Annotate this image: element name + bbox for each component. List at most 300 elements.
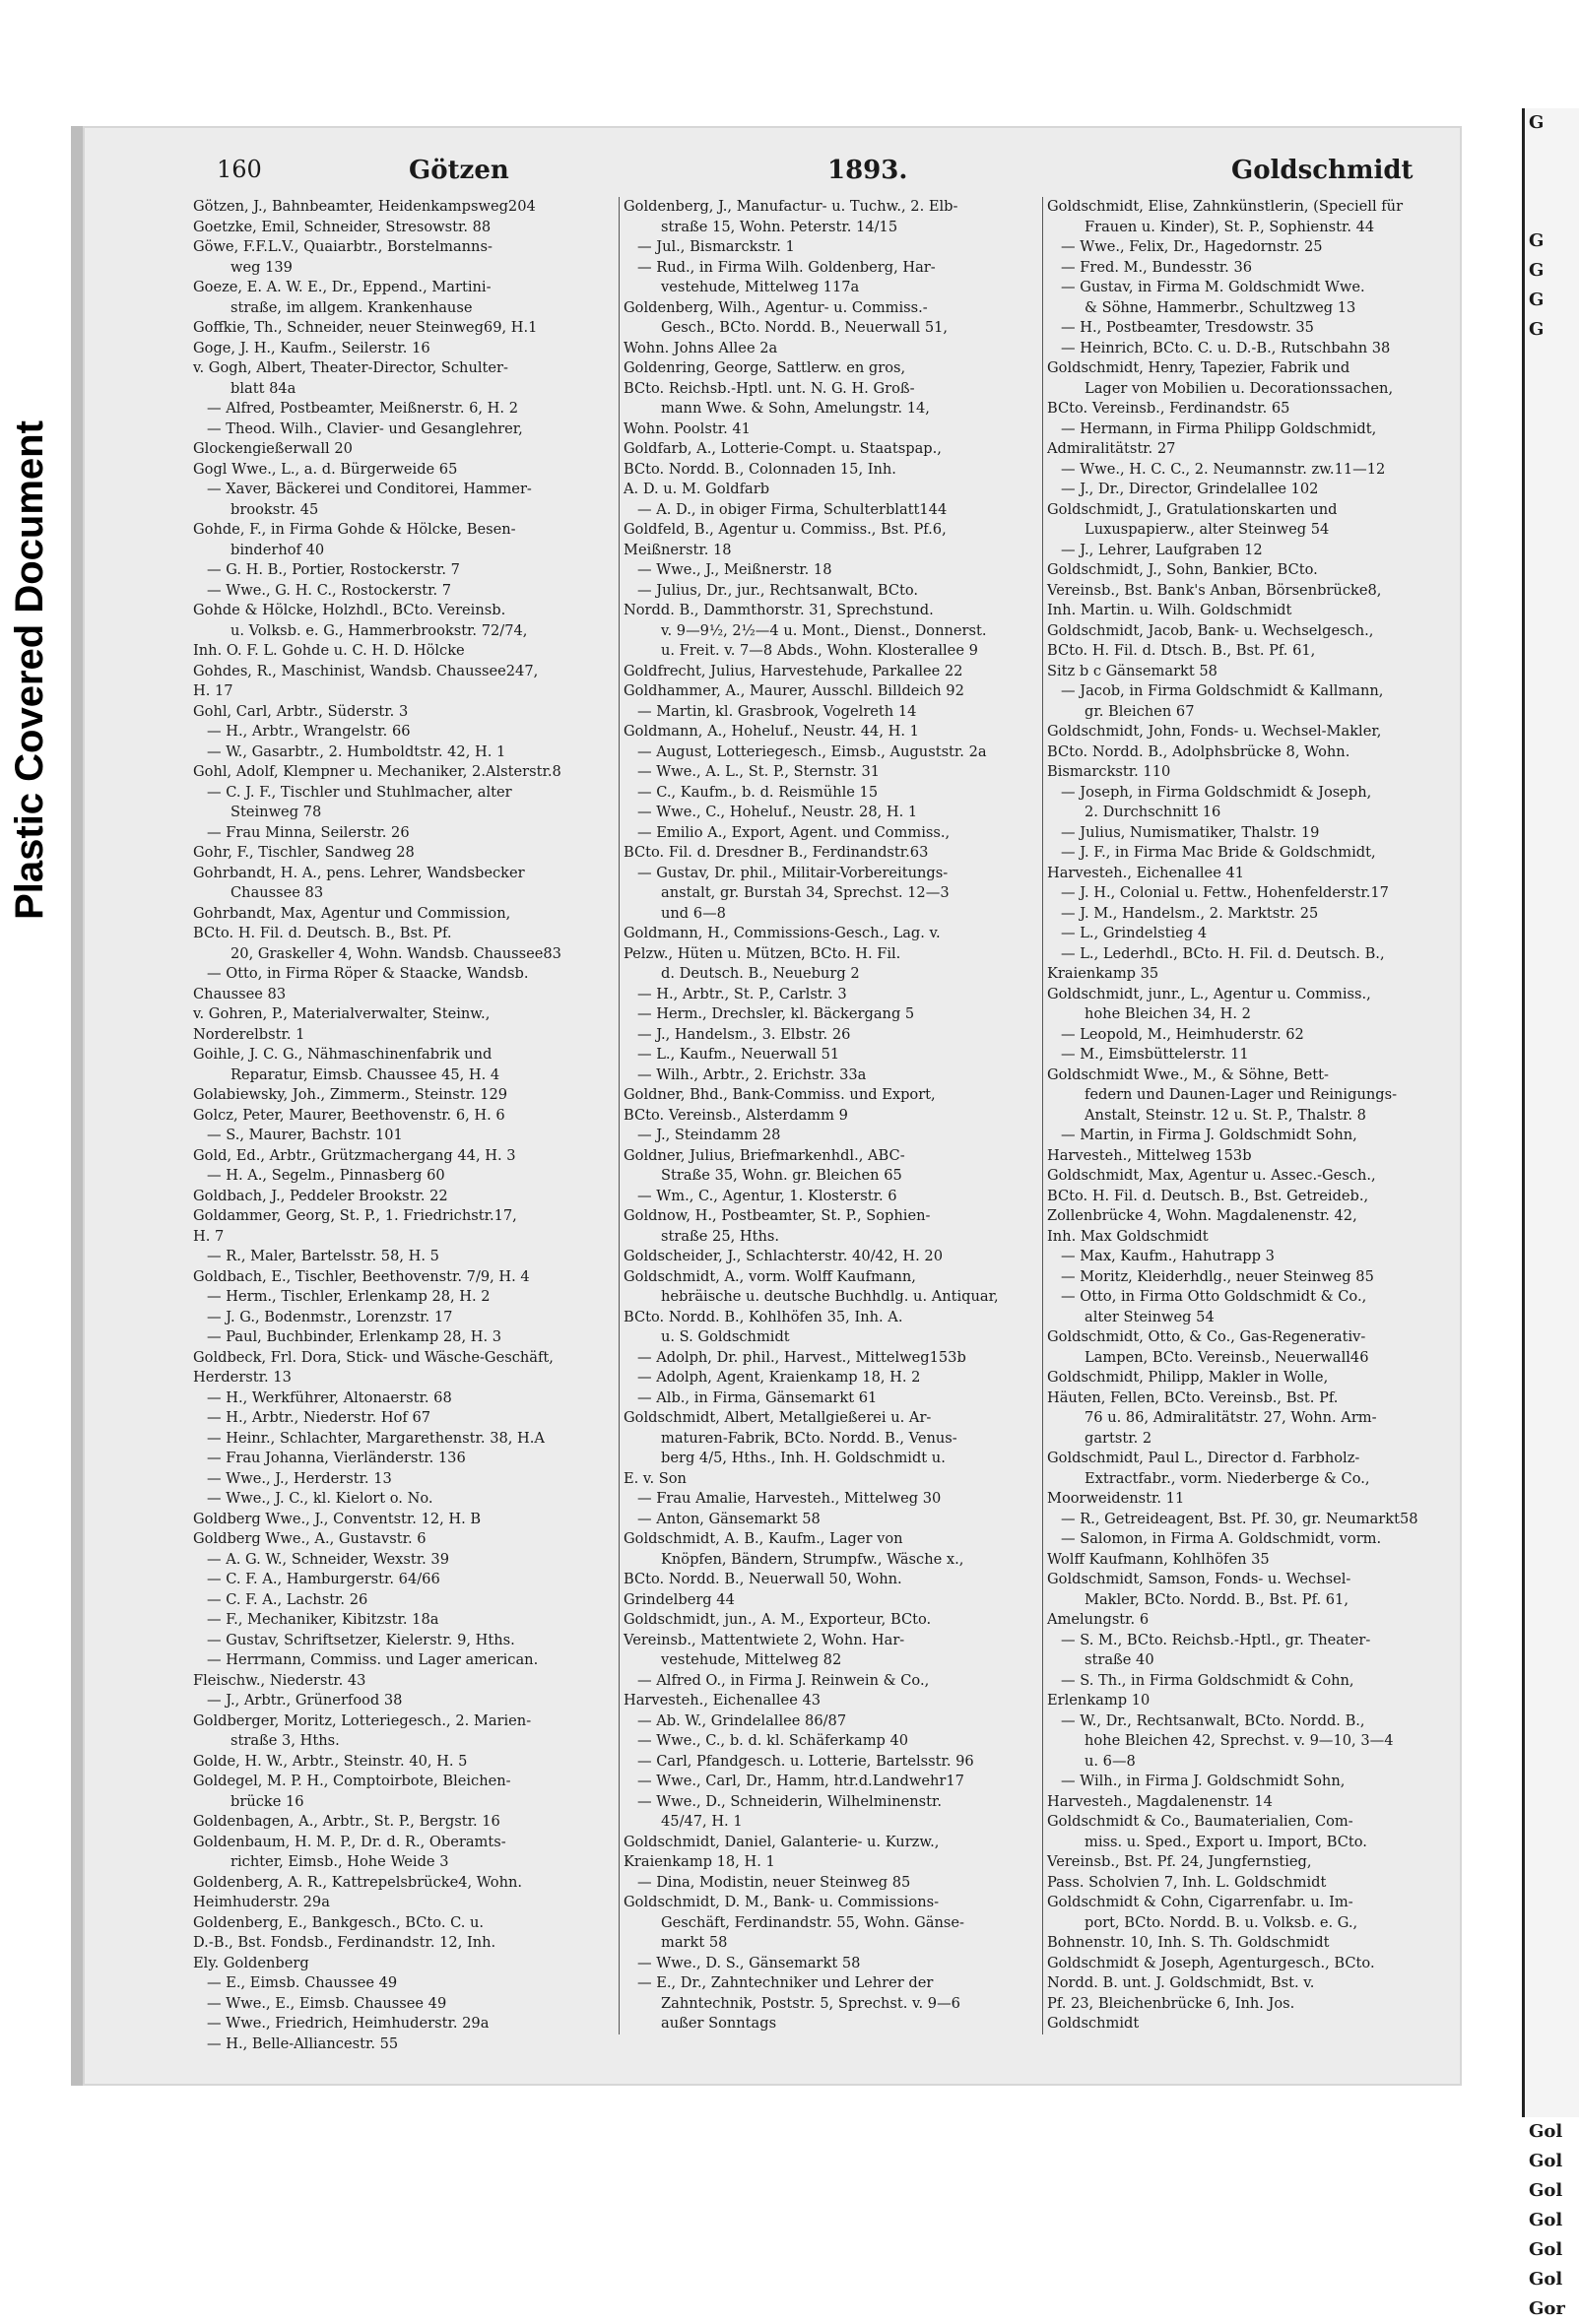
directory-entry-line: Gohr, F., Tischler, Sandweg 28 <box>193 844 415 861</box>
directory-entry-line: — Martin, in Firma J. Goldschmidt Sohn, <box>1061 1127 1357 1143</box>
directory-entry-line: BCto. Nordd. B., Adolphsbrücke 8, Wohn. <box>1047 742 1350 760</box>
directory-entry-line: — Wwe., E., Eimsb. Chaussee 49 <box>207 1994 447 2012</box>
directory-entry-line: — Herm., Tischler, Erlenkamp 28, H. 2 <box>207 1288 491 1305</box>
directory-entry-line: — Max, Kaufm., Hahutrapp 3 <box>1061 1248 1275 1264</box>
directory-entry-line: vestehude, Mittelweg 117a <box>661 279 860 295</box>
directory-entry-line: — E., Eimsb. Chaussee 49 <box>207 1974 398 1991</box>
edge-fragment <box>1525 1408 1579 1438</box>
directory-entry-line: Goge, J. H., Kaufm., Seilerstr. 16 <box>193 339 430 356</box>
directory-entry-line: Götzen, J., Bahnbeamter, Heidenkampsweg204 <box>193 198 536 215</box>
directory-entry-line: 45/47, H. 1 <box>661 1813 743 1830</box>
directory-entry-line: Goldenbagen, A., Arbtr., St. P., Bergstr. 16 <box>193 1813 500 1830</box>
directory-entry-line: straße 3, Hths. <box>230 1732 340 1749</box>
edge-fragment <box>1525 1231 1579 1260</box>
directory-entry-line: — Emilio A., Export, Agent. und Commiss., <box>637 823 951 841</box>
directory-entry-line: Vereinsb., Bst. Bank's Anban, Börsenbrücke8, <box>1047 581 1382 599</box>
directory-entry-line: BCto. Nordd. B., Kohlhöfen 35, Inh. A. <box>624 1308 903 1325</box>
directory-entry-line: — Wm., C., Agentur, 1. Klosterstr. 6 <box>637 1187 897 1204</box>
directory-entry-line: Göwe, F.F.L.V., Quaiarbtr., Borstelmanns- <box>193 238 493 255</box>
directory-entry-line: Herderstr. 13 <box>193 1369 292 1386</box>
directory-entry-line: — A. G. W., Schneider, Wexstr. 39 <box>207 1550 449 1568</box>
directory-entry-line: — Fred. M., Bundesstr. 36 <box>1061 258 1253 276</box>
directory-entry-line: Sitz b c Gänsemarkt 58 <box>1047 662 1217 679</box>
header-year: 1893. <box>827 156 908 185</box>
directory-entry-line: — Theod. Wilh., Clavier- und Gesanglehrer, <box>207 420 523 437</box>
edge-fragment <box>1525 1083 1579 1113</box>
directory-entry-line: Gold, Ed., Arbtr., Grützmachergang 44, H. 3 <box>193 1146 516 1164</box>
directory-entry-line: — Dina, Modistin, neuer Steinweg 85 <box>637 1873 911 1891</box>
directory-entry-line: — Jacob, in Firma Goldschmidt & Kallmann, <box>1061 682 1384 699</box>
directory-entry-line: — J., Handelsm., 3. Elbstr. 26 <box>637 1025 851 1043</box>
directory-entry-line: Goldhammer, A., Maurer, Ausschl. Billdeich 92 <box>624 682 964 699</box>
directory-entry-line: Inh. Max Goldschmidt <box>1047 1227 1209 1245</box>
directory-entry-line: Goldner, Julius, Briefmarkenhdl., ABC- <box>624 1146 905 1164</box>
directory-entry-line: federn und Daunen-Lager und Reinigungs- <box>1085 1086 1398 1103</box>
directory-entry-line: Goldschmidt <box>1047 2015 1140 2032</box>
edge-fragment <box>1525 1763 1579 1792</box>
directory-entry-line: & Söhne, Hammerbr., Schultzweg 13 <box>1085 298 1356 316</box>
directory-entry-line: Goldmann, H., Commissions-Gesch., Lag. v. <box>624 925 941 941</box>
directory-entry-line: Goldschmidt, Jacob, Bank- u. Wechselgesch., <box>1047 621 1374 639</box>
directory-entry-line: u. S. Goldschmidt <box>661 1328 790 1345</box>
directory-entry-line: Straße 35, Wohn. gr. Bleichen 65 <box>661 1167 902 1184</box>
directory-entry-line: Goldschmidt, John, Fonds- u. Wechsel-Makler, <box>1047 723 1382 740</box>
directory-entry-line: Gohde, F., in Firma Gohde & Hölcke, Besen- <box>193 521 516 538</box>
directory-entry-line: 2. Durchschnitt 16 <box>1085 804 1221 820</box>
directory-entry-line: — Herrmann, Commiss. und Lager american. <box>207 1651 539 1668</box>
directory-entry-line: Amelungstr. 6 <box>1047 1611 1150 1628</box>
edge-fragment <box>1525 1674 1579 1704</box>
directory-entry-line: BCto. Fil. d. Dresdner B., Ferdinandstr.63 <box>624 844 929 861</box>
directory-entry-line: — C. J. F., Tischler und Stuhlmacher, alter <box>207 783 512 801</box>
directory-entry-line: d. Deutsch. B., Neueburg 2 <box>661 965 860 982</box>
edge-fragment: G <box>1529 230 1545 251</box>
edge-fragment <box>1525 729 1579 758</box>
edge-fragment <box>1525 1142 1579 1172</box>
directory-entry-line: Goldschmidt & Joseph, Agenturgesch., BCto. <box>1047 1954 1375 1971</box>
edge-fragment <box>1525 1704 1579 1733</box>
directory-entry-line: Goldegel, M. P. H., Comptoirbote, Bleichen- <box>193 1773 511 1789</box>
edge-fragment <box>1525 1349 1579 1379</box>
edge-fragment <box>1525 551 1579 581</box>
directory-entry-line: — Adolph, Dr. phil., Harvest., Mittelweg153b <box>637 1348 966 1366</box>
directory-entry-line: Norderelbstr. 1 <box>193 1025 305 1043</box>
directory-entry-line: Vereinsb., Mattentwiete 2, Wohn. Har- <box>624 1631 905 1648</box>
directory-entry-line: Goldenberg, J., Manufactur- u. Tuchw., 2. Elb- <box>624 198 958 215</box>
directory-entry-line: Goldschmidt, J., Sohn, Bankier, BCto. <box>1047 561 1318 578</box>
directory-entry-line: Goldschmidt, A. B., Kaufm., Lager von <box>624 1530 903 1547</box>
edge-fragment <box>1525 2058 1579 2088</box>
edge-fragment: Gol <box>1529 2210 1563 2230</box>
edge-fragment <box>1525 345 1579 374</box>
directory-entry-line: Goldbeck, Frl. Dora, Stick- und Wäsche-Geschäft, <box>193 1348 554 1366</box>
directory-entry-line: — Gustav, in Firma M. Goldschmidt Wwe. <box>1061 279 1365 295</box>
edge-fragment <box>1525 1320 1579 1349</box>
edge-fragment <box>1525 2029 1579 2058</box>
edge-fragment <box>1525 1201 1579 1231</box>
directory-entry-line: Goldfarb, A., Lotterie-Compt. u. Staatspap., <box>624 440 942 457</box>
directory-entry-line: — Hermann, in Firma Philipp Goldschmidt, <box>1061 420 1377 437</box>
directory-entry-line: anstalt, gr. Burstah 34, Sprechst. 12—3 <box>661 884 950 901</box>
directory-entry-line: — W., Gasarbtr., 2. Humboldtstr. 42, H. 1 <box>207 742 506 760</box>
directory-entry-line: brookstr. 45 <box>230 500 319 518</box>
directory-entry-line: Golcz, Peter, Maurer, Beethovenstr. 6, H. 6 <box>193 1106 505 1124</box>
directory-entry-line: — C., Kaufm., b. d. Reismühle 15 <box>637 783 879 801</box>
directory-entry-line: Goldenberg, Wilh., Agentur- u. Commiss.- <box>624 298 928 316</box>
edge-fragment <box>1525 1585 1579 1615</box>
page-header <box>118 156 1414 193</box>
edge-fragment <box>1525 1379 1579 1408</box>
edge-fragment <box>1525 1733 1579 1763</box>
directory-entry-line: — Wwe., C., b. d. kl. Schäferkamp 40 <box>637 1732 909 1749</box>
directory-entry-line: — Frau Johanna, Vierländerstr. 136 <box>207 1450 466 1466</box>
directory-entry-line: Grindelberg 44 <box>624 1590 735 1608</box>
directory-entry-line: Nordd. B., Dammthorstr. 31, Sprechstund. <box>624 602 934 618</box>
edge-fragment <box>1525 1497 1579 1526</box>
directory-entry-line: straße, im allgem. Krankenhause <box>230 298 473 316</box>
edge-fragment <box>1525 1822 1579 1851</box>
directory-entry-line: Gohl, Adolf, Klempner u. Mechaniker, 2.Alsterstr.8 <box>193 763 561 780</box>
directory-entry-line: — Wwe., J. C., kl. Kielort o. No. <box>207 1490 433 1507</box>
directory-entry-line: Goldschmidt Wwe., M., & Söhne, Bett- <box>1047 1065 1329 1083</box>
edge-fragment: Gol <box>1529 2239 1563 2260</box>
directory-entry-line: u. Freit. v. 7—8 Abds., Wohn. Klosterallee 9 <box>661 642 978 659</box>
directory-entry-line: — H., Arbtr., St. P., Carlstr. 3 <box>637 985 847 1002</box>
header-right-keyword: Goldschmidt <box>1231 156 1414 185</box>
directory-entry-line: — Leopold, M., Heimhuderstr. 62 <box>1061 1025 1304 1043</box>
directory-entry-line: — J., Lehrer, Laufgraben 12 <box>1061 541 1263 558</box>
directory-entry-line: — Paul, Buchbinder, Erlenkamp 28, H. 3 <box>207 1328 502 1345</box>
directory-entry-line: Anstalt, Steinstr. 12 u. St. P., Thalstr. 8 <box>1085 1106 1366 1124</box>
edge-fragment <box>1525 197 1579 226</box>
directory-entry-line: — Rud., in Firma Wilh. Goldenberg, Har- <box>637 258 936 276</box>
edge-fragment <box>1525 1260 1579 1290</box>
directory-entry-line: — J. H., Colonial u. Fettw., Hohenfelderstr.17 <box>1061 884 1389 901</box>
edge-fragment: G <box>1529 260 1545 281</box>
edge-fragment <box>1525 640 1579 670</box>
directory-entry-line: Gesch., BCto. Nordd. B., Neuerwall 51, <box>661 319 949 336</box>
directory-entry-line: vestehude, Mittelweg 82 <box>661 1651 842 1668</box>
edge-fragment <box>1525 876 1579 906</box>
directory-entry-line: — J. M., Handelsm., 2. Marktstr. 25 <box>1061 904 1319 922</box>
directory-entry-line: — Wwe., D., Schneiderin, Wilhelminenstr. <box>637 1792 943 1810</box>
directory-entry-line: Harvesteh., Eichenallee 41 <box>1047 864 1245 881</box>
directory-entry-line: Steinweg 78 <box>230 804 322 820</box>
edge-fragment <box>1525 1615 1579 1645</box>
directory-entry-line: 20, Graskeller 4, Wohn. Wandsb. Chaussee83 <box>230 944 561 962</box>
directory-entry-line: straße 40 <box>1085 1651 1154 1668</box>
directory-entry-line: Makler, BCto. Nordd. B., Bst. Pf. 61, <box>1085 1590 1349 1608</box>
directory-entry-line: Golabiewsky, Joh., Zimmerm., Steinstr. 129 <box>193 1086 508 1103</box>
directory-entry-line: Goldschmidt, Albert, Metallgießerei u. Ar- <box>624 1409 932 1426</box>
directory-entry-line: — H., Arbtr., Niederstr. Hof 67 <box>207 1409 431 1426</box>
directory-entry-line: Goldberger, Moritz, Lotteriegesch., 2. Marien- <box>193 1711 532 1729</box>
directory-entry-line: Goldschmidt, Philipp, Makler in Wolle, <box>1047 1369 1329 1386</box>
directory-entry-line: — Jul., Bismarckstr. 1 <box>637 238 795 255</box>
directory-entry-line: Inh. Martin. u. Wilh. Goldschmidt <box>1047 602 1292 618</box>
directory-entry-line: Lampen, BCto. Vereinsb., Neuerwall46 <box>1085 1348 1369 1366</box>
directory-entry-line: — Carl, Pfandgesch. u. Lotterie, Bartelsstr. 96 <box>637 1752 974 1770</box>
directory-entry-line: Goldschmidt, Samson, Fonds- u. Wechsel- <box>1047 1571 1351 1587</box>
directory-entry-line: Wolff Kaufmann, Kohlhöfen 35 <box>1047 1550 1270 1568</box>
directory-entry-line: 76 u. 86, Admiralitätstr. 27, Wohn. Arm- <box>1085 1409 1377 1426</box>
directory-entry-line: Kraienkamp 35 <box>1047 965 1159 982</box>
directory-entry-line: Goldberg Wwe., A., Gustavstr. 6 <box>193 1530 427 1547</box>
directory-entry-line: Goldner, Bhd., Bank-Commiss. und Export, <box>624 1086 936 1103</box>
directory-entry-line: Goldschmidt, Paul L., Director d. Farbholz- <box>1047 1450 1360 1466</box>
directory-entry-line: — Xaver, Bäckerei und Conditorei, Hammer- <box>207 481 532 497</box>
directory-entry-line: Goldfrecht, Julius, Harvestehude, Parkallee 22 <box>624 662 963 679</box>
directory-entry-line: Golde, H. W., Arbtr., Steinstr. 40, H. 5 <box>193 1752 468 1770</box>
directory-entry-line: — J. F., in Firma Mac Bride & Goldschmidt, <box>1061 844 1376 861</box>
edge-fragment <box>1525 404 1579 433</box>
directory-entry-line: BCto. Nordd. B., Neuerwall 50, Wohn. <box>624 1571 902 1587</box>
directory-entry-line: u. 6—8 <box>1085 1752 1136 1770</box>
directory-entry-line: — Heinrich, BCto. C. u. D.-B., Rutschbahn 38 <box>1061 339 1391 356</box>
directory-entry-line: Goldbach, E., Tischler, Beethovenstr. 7/9, H. 4 <box>193 1267 530 1285</box>
edge-fragment <box>1525 758 1579 788</box>
column-2 <box>619 197 1047 2034</box>
edge-fragment <box>1525 788 1579 817</box>
directory-entry-line: — Herm., Drechsler, kl. Bäckergang 5 <box>637 1005 915 1022</box>
directory-entry-line: — Joseph, in Firma Goldschmidt & Joseph, <box>1061 783 1372 801</box>
directory-entry-line: — J., Arbtr., Grünerfood 38 <box>207 1692 403 1709</box>
edge-fragment: Gol <box>1529 2180 1563 2201</box>
column-1 <box>193 197 617 2054</box>
directory-entry-line: Goldbach, J., Peddeler Brookstr. 22 <box>193 1187 448 1204</box>
directory-entry-line: — S. Th., in Firma Goldschmidt & Cohn, <box>1061 1671 1354 1689</box>
edge-fragment: G <box>1529 112 1545 133</box>
directory-entry-line: Reparatur, Eimsb. Chaussee 45, H. 4 <box>230 1065 500 1083</box>
directory-entry-line: hohe Bleichen 42, Sprechst. v. 9—10, 3—4 <box>1085 1732 1394 1749</box>
edge-fragment <box>1525 670 1579 699</box>
directory-entry-line: — Heinr., Schlachter, Margarethenstr. 38, H.A <box>207 1429 545 1447</box>
directory-entry-line: — Wwe., Carl, Dr., Hamm, htr.d.Landwehr17 <box>637 1773 964 1789</box>
directory-entry-line: — F., Mechaniker, Kibitzstr. 18a <box>207 1611 439 1628</box>
directory-entry-line: — Alfred O., in Firma J. Reinwein & Co., <box>637 1671 930 1689</box>
directory-entry-line: — Frau Amalie, Harvesteh., Mittelweg 30 <box>637 1490 942 1507</box>
directory-entry-line: Gohl, Carl, Arbtr., Süderstr. 3 <box>193 702 409 720</box>
directory-entry-line: Goldenring, George, Sattlerw. en gros, <box>624 359 906 376</box>
directory-entry-line: — Otto, in Firma Röper & Staacke, Wandsb. <box>207 965 529 982</box>
directory-entry-line: Luxuspapierw., alter Steinweg 54 <box>1085 521 1330 538</box>
directory-entry-line: — Wwe., Friedrich, Heimhuderstr. 29a <box>207 2015 490 2032</box>
directory-entry-line: Gohrbandt, Max, Agentur und Commission, <box>193 904 511 922</box>
directory-entry-line: Goetzke, Emil, Schneider, Stresowstr. 88 <box>193 218 492 235</box>
directory-entry-line: — Moritz, Kleiderhdlg., neuer Steinweg 85 <box>1061 1267 1374 1285</box>
directory-entry-line: Goldschmidt & Cohn, Cigarrenfabr. u. Im- <box>1047 1894 1353 1910</box>
edge-fragment <box>1525 2088 1579 2117</box>
directory-entry-line: — Wwe., Felix, Dr., Hagedornstr. 25 <box>1061 238 1323 255</box>
directory-entry-line: BCto. Nordd. B., Colonnaden 15, Inh. <box>624 460 896 478</box>
directory-entry-line: Harvesteh., Magdalenenstr. 14 <box>1047 1792 1273 1810</box>
directory-entry-line: Goffkie, Th., Schneider, neuer Steinweg69, H.1 <box>193 319 538 336</box>
directory-entry-line: — R., Getreideagent, Bst. Pf. 30, gr. Neumarkt58 <box>1061 1510 1418 1527</box>
directory-entry-line: straße 15, Wohn. Peterstr. 14/15 <box>661 218 898 235</box>
directory-entry-line: Extractfabr., vorm. Niederberge & Co., <box>1085 1469 1370 1487</box>
directory-entry-line: Gohde & Hölcke, Holzhdl., BCto. Vereinsb. <box>193 602 506 618</box>
directory-entry-line: Frauen u. Kinder), St. P., Sophienstr. 44 <box>1085 218 1375 235</box>
directory-entry-line: BCto. H. Fil. d. Deutsch. B., Bst. Getreideb., <box>1047 1187 1369 1204</box>
edge-fragment <box>1525 1556 1579 1585</box>
edge-fragment <box>1525 1910 1579 1940</box>
directory-entry-line: und 6—8 <box>661 904 726 922</box>
directory-entry-line: außer Sonntags <box>661 2015 777 2032</box>
directory-entry-line: v. Gogh, Albert, Theater-Director, Schulter- <box>193 359 508 376</box>
directory-entry-line: — Wwe., J., Meißnerstr. 18 <box>637 561 832 578</box>
directory-entry-line: Goldammer, Georg, St. P., 1. Friedrichstr.17, <box>193 1207 517 1224</box>
directory-entry-line: — Alfred, Postbeamter, Meißnerstr. 6, H. 2 <box>207 400 518 417</box>
edge-fragment <box>1525 138 1579 167</box>
directory-entry-line: — Julius, Dr., jur., Rechtsanwalt, BCto. <box>637 581 919 599</box>
directory-entry-line: Zollenbrücke 4, Wohn. Magdalenenstr. 42, <box>1047 1207 1357 1224</box>
edge-fragment <box>1525 1467 1579 1497</box>
directory-entry-line: Heimhuderstr. 29a <box>193 1894 330 1910</box>
directory-entry-line: — Wwe., G. H. C., Rostockerstr. 7 <box>207 581 452 599</box>
directory-entry-line: — L., Kaufm., Neuerwall 51 <box>637 1046 840 1063</box>
edge-fragment: Gol <box>1529 2269 1563 2290</box>
directory-entry-line: Bohnenstr. 10, Inh. S. Th. Goldschmidt <box>1047 1934 1330 1951</box>
directory-entry-line: Moorweidenstr. 11 <box>1047 1490 1185 1507</box>
directory-entry-line: Pass. Scholvien 7, Inh. L. Goldschmidt <box>1047 1873 1327 1891</box>
directory-entry-line: Kraienkamp 18, H. 1 <box>624 1853 775 1870</box>
directory-entry-line: H. 7 <box>193 1227 225 1245</box>
directory-entry-line: — L., Lederhdl., BCto. H. Fil. d. Deutsch. B., <box>1061 944 1385 962</box>
directory-entry-line: Bismarckstr. 110 <box>1047 763 1171 780</box>
directory-entry-line: Gohrbandt, H. A., pens. Lehrer, Wandsbecker <box>193 864 525 881</box>
directory-entry-line: Nordd. B. unt. J. Goldschmidt, Bst. v. <box>1047 1974 1315 1991</box>
directory-entry-line: BCto. Vereinsb., Alsterdamm 9 <box>624 1106 848 1124</box>
edge-fragment <box>1525 1999 1579 2029</box>
directory-entry-line: — August, Lotteriegesch., Eimsb., Auguststr. 2a <box>637 742 987 760</box>
directory-entry-line: Goldschmidt, Henry, Tapezier, Fabrik und <box>1047 359 1350 376</box>
directory-entry-line: Knöpfen, Bändern, Strumpfw., Wäsche x., <box>661 1550 964 1568</box>
directory-entry-line: — Wilh., Arbtr., 2. Erichstr. 33a <box>637 1065 867 1083</box>
directory-entry-line: Goldschmidt, J., Gratulationskarten und <box>1047 500 1338 518</box>
directory-entry-line: — Wwe., D. S., Gänsemarkt 58 <box>637 1954 861 1971</box>
directory-entry-line: brücke 16 <box>230 1792 304 1810</box>
directory-entry-line: v. 9—9½, 2½—4 u. Mont., Dienst., Donnerst. <box>661 621 987 639</box>
directory-entry-line: Harvesteh., Eichenallee 43 <box>624 1692 822 1709</box>
directory-entry-line: Goldscheider, J., Schlachterstr. 40/42, H. 20 <box>624 1248 943 1264</box>
directory-entry-line: Goldenberg, E., Bankgesch., BCto. C. u. <box>193 1913 485 1931</box>
edge-fragment <box>1525 1172 1579 1201</box>
directory-entry-line: BCto. Vereinsb., Ferdinandstr. 65 <box>1047 400 1290 417</box>
directory-entry-line: Goldenbaum, H. M. P., Dr. d. R., Oberamts- <box>193 1833 506 1850</box>
directory-entry-line: — Salomon, in Firma A. Goldschmidt, vorm. <box>1061 1530 1382 1547</box>
directory-entry-line: — S., Maurer, Bachstr. 101 <box>207 1127 403 1143</box>
directory-entry-line: — H. A., Segelm., Pinnasberg 60 <box>207 1167 445 1184</box>
edge-fragment <box>1525 995 1579 1024</box>
directory-entry-line: Geschäft, Ferdinandstr. 55, Wohn. Gänse- <box>661 1913 964 1931</box>
directory-entry-line: hohe Bleichen 34, H. 2 <box>1085 1005 1251 1022</box>
directory-entry-line: — G. H. B., Portier, Rostockerstr. 7 <box>207 561 460 578</box>
directory-entry-line: — W., Dr., Rechtsanwalt, BCto. Nordd. B., <box>1061 1711 1365 1729</box>
directory-entry-line: — H., Arbtr., Wrangelstr. 66 <box>207 723 411 740</box>
directory-entry-line: Ely. Goldenberg <box>193 1954 309 1971</box>
directory-entry-line: — Gustav, Dr. phil., Militair-Vorbereitungs- <box>637 864 949 881</box>
directory-entry-line: — C. F. A., Lachstr. 26 <box>207 1590 368 1608</box>
directory-entry-line: Zahntechnik, Poststr. 5, Sprechst. v. 9—6 <box>661 1994 960 2012</box>
directory-entry-line: alter Steinweg 54 <box>1085 1308 1215 1325</box>
directory-entry-line: Pelzw., Hüten u. Mützen, BCto. H. Fil. <box>624 944 901 962</box>
plastic-covered-label: Plastic Covered Document <box>7 420 51 920</box>
directory-entry-line: Lager von Mobilien u. Decorationssachen, <box>1085 379 1394 397</box>
directory-entry-line: — J., Dr., Director, Grindelallee 102 <box>1061 481 1319 497</box>
edge-fragment <box>1525 1851 1579 1881</box>
directory-entry-line: Admiralitätstr. 27 <box>1047 440 1176 457</box>
adjacent-page-edge <box>1522 108 1579 2319</box>
directory-entry-line: Goldschmidt, Max, Agentur u. Assec.-Gesch., <box>1047 1167 1376 1184</box>
page-number: 160 <box>217 156 262 183</box>
directory-entry-line: Erlenkamp 10 <box>1047 1692 1151 1709</box>
directory-entry-line: Goldschmidt, Elise, Zahnkünstlerin, (Speciell für <box>1047 198 1404 215</box>
edge-fragment <box>1525 1969 1579 1999</box>
edge-fragment <box>1525 1054 1579 1083</box>
edge-fragment <box>1525 167 1579 197</box>
directory-entry-line: Wohn. Poolstr. 41 <box>624 420 751 437</box>
directory-entry-line: binderhof 40 <box>230 541 325 558</box>
directory-entry-line: — Otto, in Firma Otto Goldschmidt & Co., <box>1061 1288 1367 1305</box>
directory-entry-line: — Wwe., A. L., St. P., Sternstr. 31 <box>637 763 881 780</box>
directory-entry-line: D.-B., Bst. Fondsb., Ferdinandstr. 12, Inh. <box>193 1934 496 1951</box>
directory-entry-line: — Anton, Gänsemarkt 58 <box>637 1510 821 1527</box>
directory-entry-line: — Wilh., in Firma J. Goldschmidt Sohn, <box>1061 1773 1346 1789</box>
directory-entry-line: Pf. 23, Bleichenbrücke 6, Inh. Jos. <box>1047 1994 1295 2012</box>
edge-fragment <box>1525 1290 1579 1320</box>
edge-fragment: Gol <box>1529 2151 1563 2171</box>
directory-entry-line: weg 139 <box>230 258 293 276</box>
directory-entry-line: — H., Belle-Alliancestr. 55 <box>207 2034 399 2052</box>
directory-entry-line: Goldschmidt, Daniel, Galanterie- u. Kurzw., <box>624 1833 940 1850</box>
directory-entry-line: richter, Eimsb., Hohe Weide 3 <box>230 1853 449 1870</box>
directory-entry-line: Goldschmidt, D. M., Bank- u. Commissions- <box>624 1894 940 1910</box>
directory-entry-line: mann Wwe. & Sohn, Amelungstr. 14, <box>661 400 930 417</box>
directory-entry-line: Goldfeld, B., Agentur u. Commiss., Bst. Pf.6, <box>624 521 947 538</box>
edge-fragment <box>1525 611 1579 640</box>
edge-fragment <box>1525 965 1579 995</box>
directory-entry-line: — J. G., Bodenmstr., Lorenzstr. 17 <box>207 1308 453 1325</box>
directory-entry-line: Meißnerstr. 18 <box>624 541 732 558</box>
directory-entry-line: hebräische u. deutsche Buchhdlg. u. Antiquar, <box>661 1288 999 1305</box>
directory-entry-line: — J., Steindamm 28 <box>637 1127 781 1143</box>
directory-entry-line: — Wwe., H. C. C., 2. Neumannstr. zw.11—12 <box>1061 460 1386 478</box>
directory-entry-line: Goldschmidt, Otto, & Co., Gas-Regenerativ- <box>1047 1328 1366 1345</box>
directory-entry-line: gartstr. 2 <box>1085 1429 1152 1447</box>
directory-entry-line: Goldschmidt, A., vorm. Wolff Kaufmann, <box>624 1267 916 1285</box>
edge-fragment: Gol <box>1529 2121 1563 2142</box>
directory-entry-line: Chaussee 83 <box>193 985 287 1002</box>
directory-entry-line: v. Gohren, P., Materialverwalter, Steinw., <box>193 1005 491 1022</box>
edge-fragment <box>1525 817 1579 847</box>
directory-entry-line: — Julius, Numismatiker, Thalstr. 19 <box>1061 823 1320 841</box>
directory-entry-line: — H., Werkführer, Altonaerstr. 68 <box>207 1388 452 1406</box>
directory-entry-line: Fleischw., Niederstr. 43 <box>193 1671 366 1689</box>
directory-entry-line: Chaussee 83 <box>230 884 324 901</box>
directory-entry-line: Gogl Wwe., L., a. d. Bürgerweide 65 <box>193 460 458 478</box>
directory-entry-line: straße 25, Hths. <box>661 1227 780 1245</box>
directory-entry-line: Goldschmidt, jun., A. M., Exporteur, BCto. <box>624 1611 932 1628</box>
directory-entry-line: Goldschmidt, junr., L., Agentur u. Commiss., <box>1047 985 1371 1002</box>
directory-entry-line: — Ab. W., Grindelallee 86/87 <box>637 1711 847 1729</box>
directory-entry-line: — Wwe., C., Hoheluf., Neustr. 28, H. 1 <box>637 804 918 820</box>
directory-entry-line: — S. M., BCto. Reichsb.-Hptl., gr. Theater- <box>1061 1631 1371 1648</box>
edge-fragment <box>1525 1881 1579 1910</box>
directory-entry-line: — Martin, kl. Grasbrook, Vogelreth 14 <box>637 702 917 720</box>
directory-entry-line: — Gustav, Schriftsetzer, Kielerstr. 9, Hths. <box>207 1631 515 1648</box>
directory-entry-line: blatt 84a <box>230 379 296 397</box>
edge-fragment: G <box>1529 290 1545 310</box>
